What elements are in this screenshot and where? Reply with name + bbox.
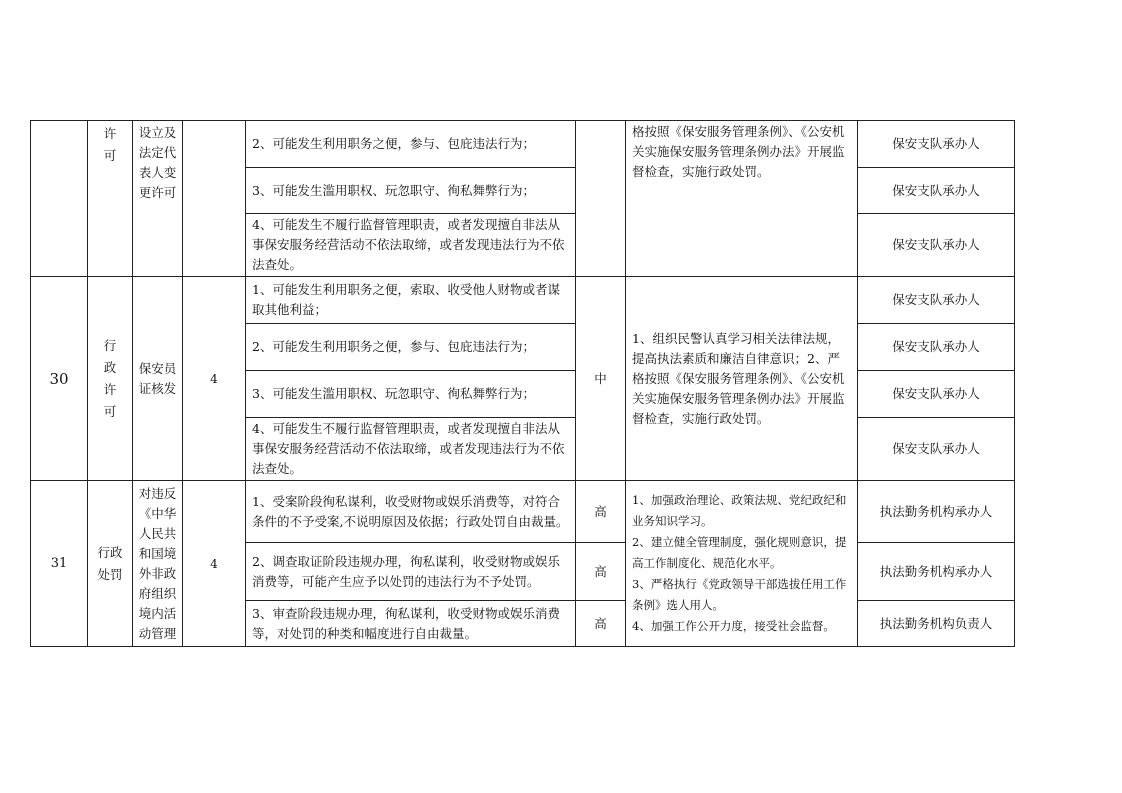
- table-row: [31, 277, 1015, 324]
- responsible-person: 保安支队承办人: [858, 371, 1015, 418]
- category-cell: [88, 277, 133, 481]
- risk-point: 3、审查阶段违规办理，徇私谋利，收受财物或娱乐消费等，对处罚的种类和幅度进行自由裁量。: [246, 601, 576, 647]
- risk-level: 高: [576, 543, 626, 601]
- risk-point: 1、可能发生利用职务之便，索取、收受他人财物或者谋取其他利益；: [246, 277, 576, 324]
- risk-level: 高: [576, 481, 626, 543]
- responsible-person: 保安支队承办人: [858, 168, 1015, 214]
- risk-point: 2、调查取证阶段违规办理，徇私谋利，收受财物或娱乐消费等，可能产生应予以处罚的违法行为不予处罚。: [246, 543, 576, 601]
- table-row: [31, 121, 1015, 168]
- responsible-person: 保安支队承办人: [858, 418, 1015, 481]
- responsible-person: 执法勤务机构承办人: [858, 543, 1015, 601]
- row-number: [31, 121, 88, 277]
- prevention-measures: 1、组织民警认真学习相关法律法规，提高执法素质和廉洁自律意识；2、严格按照《保安服务管理条例》、《公安机关实施保安服务管理条例办法》开展监督检查，实施行政处罚。: [626, 277, 858, 481]
- item-cell: [133, 481, 183, 647]
- category-text: 许 可: [103, 126, 117, 163]
- risk-point: 2、可能发生利用职务之便，参与、包庇违法行为；: [246, 324, 576, 371]
- item-cell: [133, 277, 183, 481]
- prevention-measures: 1、加强政治理论、政策法规、党纪政纪和业务知识学习。 2、建立健全管理制度，强化规则意识，提高工作制度化、规范化水平。 3、严格执行《党政领导干部选拔任用工作条例》选人用人。 4、加强工作公开力度，接受社会监督。: [626, 481, 858, 647]
- item-text: 对违反 《中华 人民共 和国境 外非政 府组织 境内活 动管理: [138, 485, 177, 641]
- count-cell: [183, 121, 246, 277]
- prevention-measures: 格按照《保安服务管理条例》、《公安机关实施保安服务管理条例办法》开展监督检查，实施行政处罚。: [626, 121, 858, 277]
- risk-point: 4、可能发生不履行监督管理职责，或者发现擅自非法从事保安服务经营活动不依法取缔，或者发现违法行为不依法查处。: [246, 418, 576, 481]
- risk-point: 2、可能发生利用职务之便，参与、包庇违法行为；: [246, 121, 576, 168]
- item-cell: [133, 121, 183, 277]
- row-number: 30: [31, 277, 88, 481]
- responsible-person: 保安支队承办人: [858, 121, 1015, 168]
- category-text: 行政 处罚: [97, 544, 123, 582]
- risk-point: 1、受案阶段徇私谋利，收受财物或娱乐消费等，对符合条件的不予受案,不说明原因及依据；行政处罚自由裁量。: [246, 481, 576, 543]
- item-text: 设立及 法定代 表人变 更许可: [138, 125, 177, 200]
- risk-point: 3、可能发生滥用职权、玩忽职守、徇私舞弊行为；: [246, 371, 576, 418]
- responsible-person: 执法勤务机构负责人: [858, 601, 1015, 647]
- responsible-person: 执法勤务机构承办人: [858, 481, 1015, 543]
- risk-point: 4、可能发生不履行监督管理职责，或者发现擅自非法从事保安服务经营活动不依法取缔，或者发现违法行为不依法查处。: [246, 214, 576, 277]
- count-cell: 4: [183, 481, 246, 647]
- row-number: 31: [31, 481, 88, 647]
- table-row: [31, 481, 1015, 543]
- category-cell: [88, 121, 133, 277]
- responsible-person: 保安支队承办人: [858, 277, 1015, 324]
- risk-level: 中: [576, 277, 626, 481]
- responsible-person: 保安支队承办人: [858, 214, 1015, 277]
- item-text: 保安员 证核发: [138, 360, 177, 396]
- category-text: 行 政 许 可: [103, 337, 117, 419]
- risk-level: [576, 121, 626, 277]
- risk-table: [30, 120, 1015, 647]
- count-cell: 4: [183, 277, 246, 481]
- responsible-person: 保安支队承办人: [858, 324, 1015, 371]
- risk-level: 高: [576, 601, 626, 647]
- category-cell: [88, 481, 133, 647]
- risk-point: 3、可能发生滥用职权、玩忽职守、徇私舞弊行为；: [246, 168, 576, 214]
